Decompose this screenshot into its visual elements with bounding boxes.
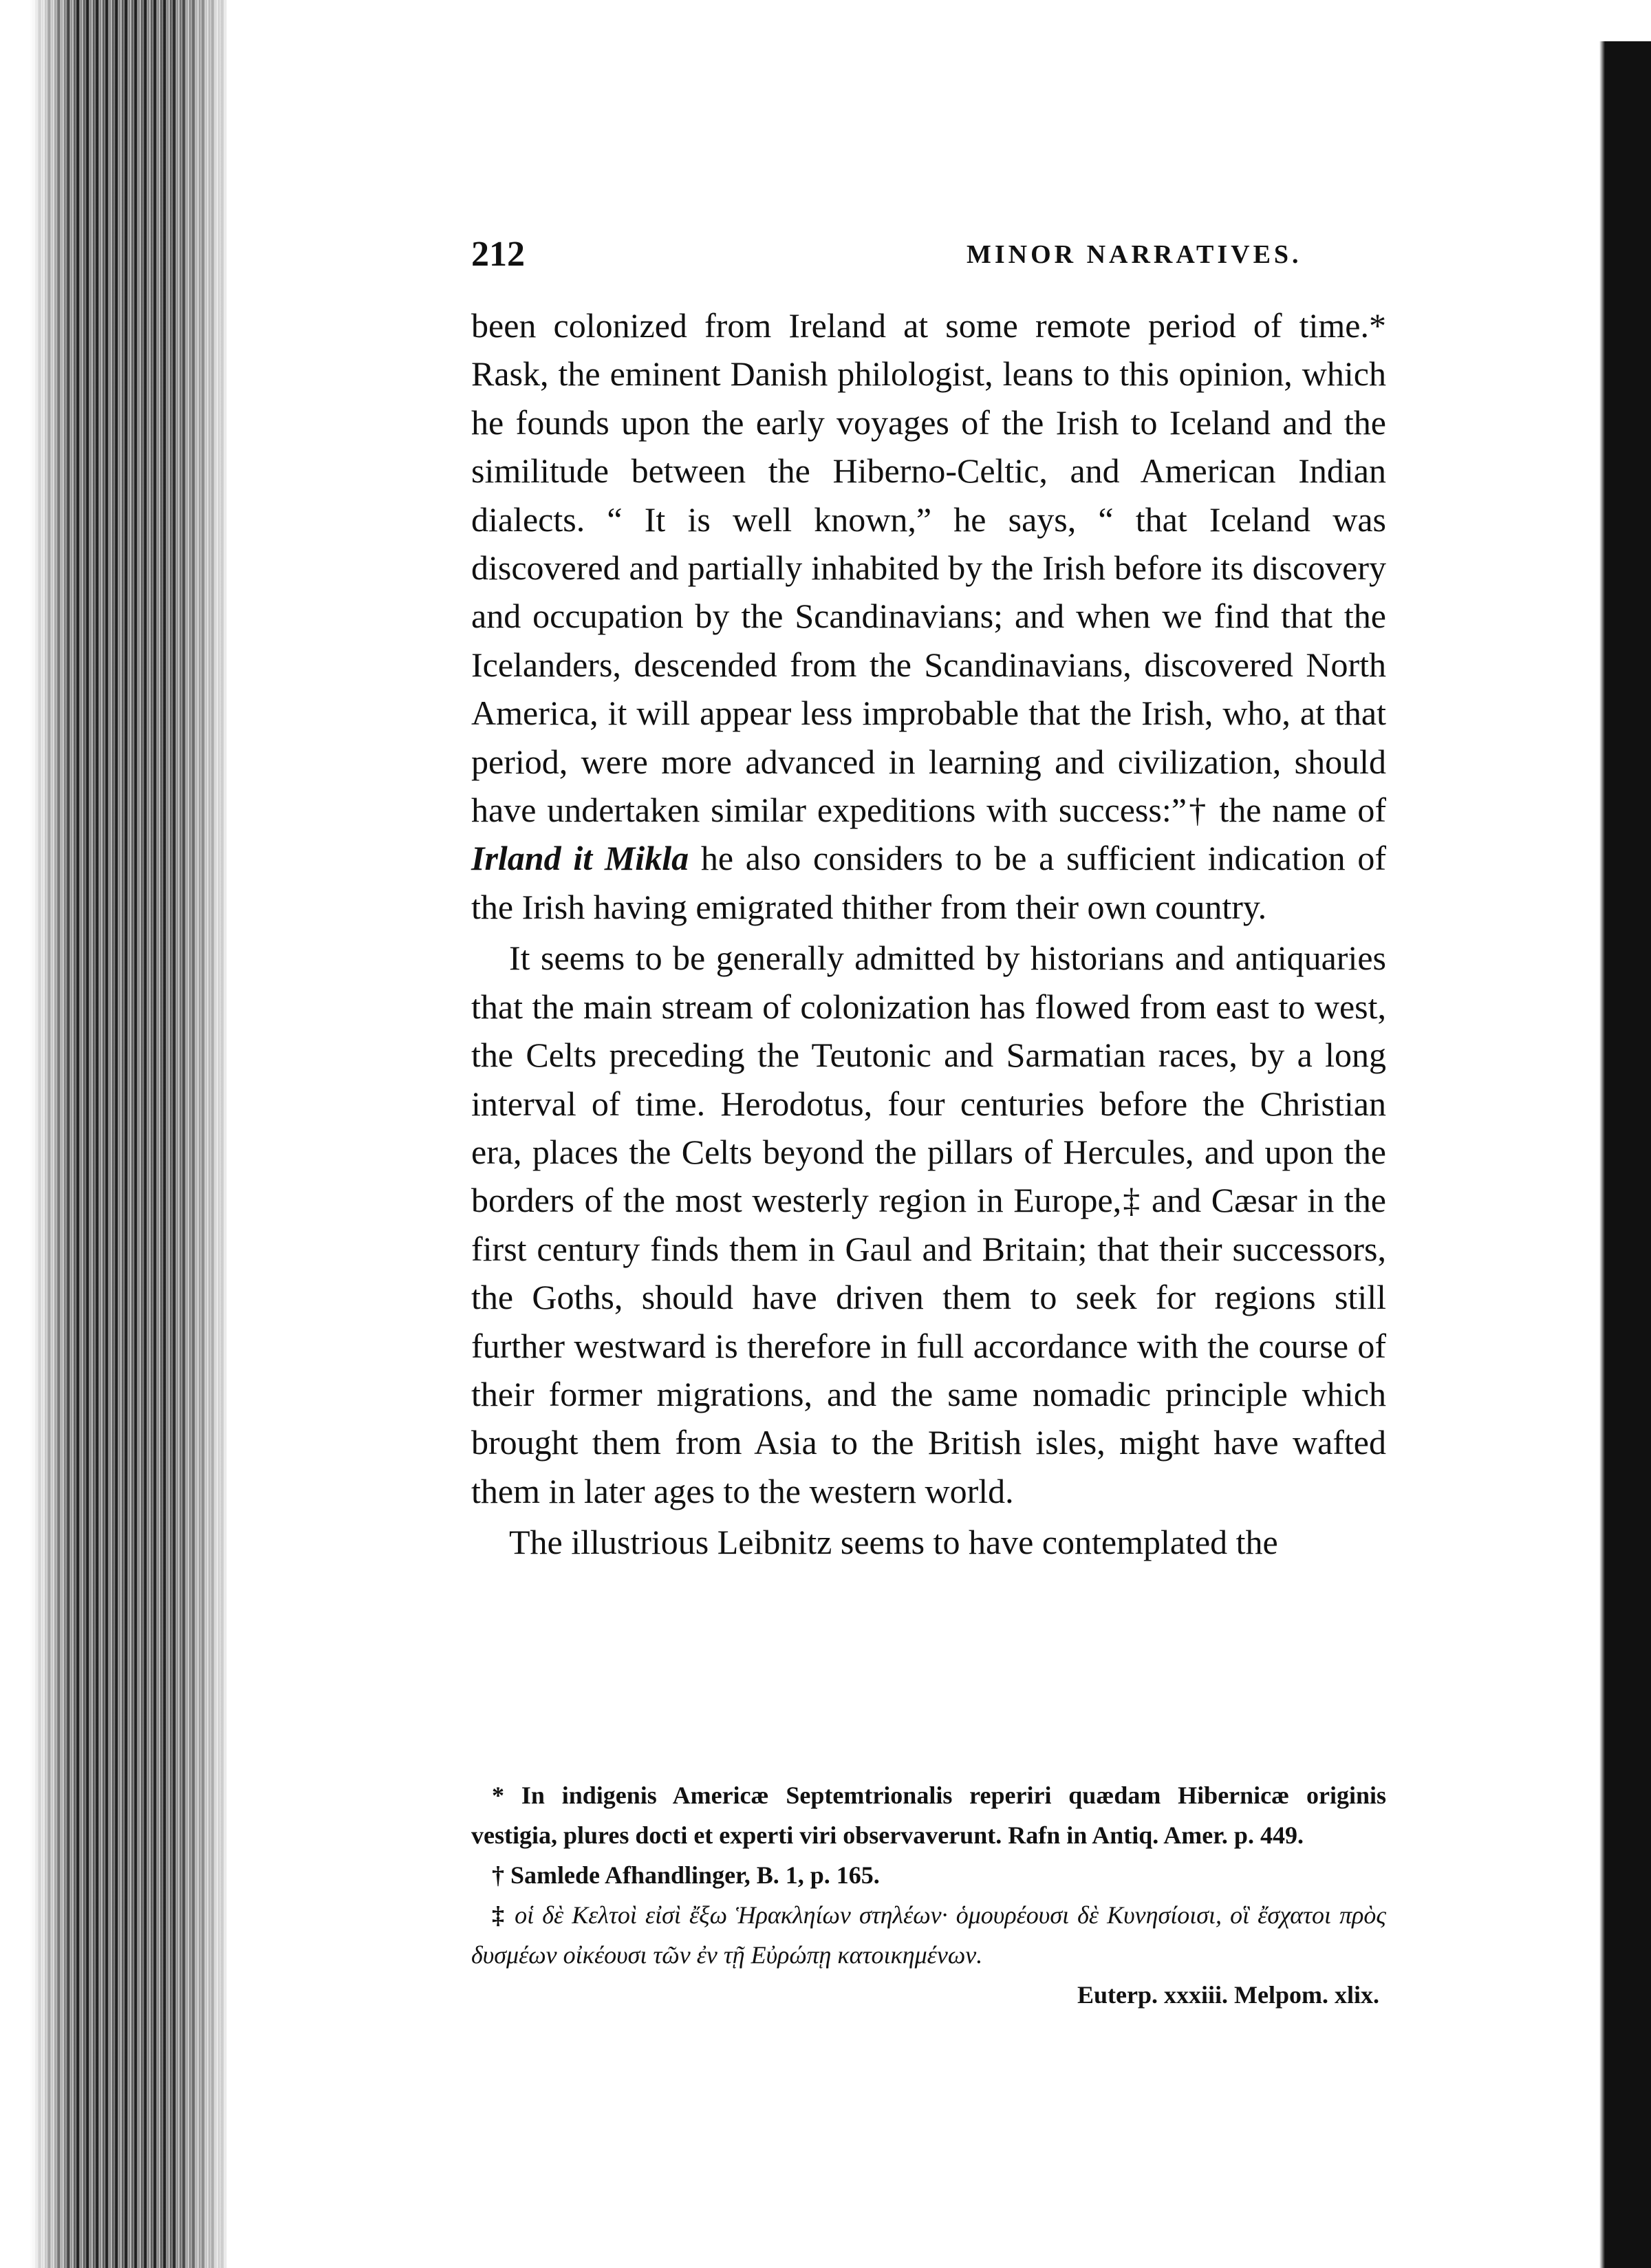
page-header	[471, 227, 1613, 282]
italic-phrase: Irland it Mikla	[471, 839, 689, 878]
facing-page-edge	[1586, 41, 1651, 2268]
footnote-3-mark: ‡	[492, 1901, 515, 1929]
paragraph-2: It seems to be generally admitted by historians and antiquaries that the main stream of colonization has flowed from east to west, the Celts preceding the Teutonic and Sarmatian races, by a long interval of time. Herodotus, four centuries before the Christian era, places the Celts beyond the pillars of Hercules, and upon the borders of the most westerly region in Europe,‡ and Cæsar in the first century finds them in Gaul and Britain; that their successors, the Goths, should have driven them to seek for regions still further westward is therefore in full accordance with the course of their former migrations, and the same nomadic principle which brought them from Asia to the British isles, might have wafted them in later ages to the western world.	[471, 939, 1386, 1510]
page-number: 212	[471, 235, 525, 274]
footnote-3-greek: οἱ δὲ Κελτοὶ εἰσὶ ἔξω Ἡρακληίων στηλέων· ὁμουρέουσι δὲ Κυνησίοισι, οἳ ἔσχατοι πρὸς δυσμέων οἰκέουσι τῶν ἐν τῇ Εὐρώπῃ κατοικημένων.	[471, 1901, 1386, 1969]
paragraph-1-part-b: he also considers to be a sufficient indication of the Irish having emigrated thither from their own country.	[471, 839, 1386, 926]
footnote-1: * In indigenis Americæ Septemtrionalis reperiri quædam Hibernicæ originis vestigia, plures docti et experti viri observaverunt. Rafn in Antiq. Amer. p. 449.	[471, 1782, 1386, 1849]
footnote-3	[471, 1895, 1386, 1975]
paragraph-1	[471, 301, 1386, 931]
fore-edge-fade	[172, 0, 227, 2268]
footnotes	[471, 1775, 1386, 2015]
footnote-2: † Samlede Afhandlinger, B. 1, p. 165.	[492, 1861, 880, 1889]
paragraph-3: The illustrious Leibnitz seems to have contemplated the	[509, 1523, 1278, 1562]
running-head: MINOR NARRATIVES.	[967, 240, 1302, 269]
scan-margin-left	[0, 0, 76, 2268]
paragraph-1-part-a: been colonized from Ireland at some remote period of time.* Rask, the eminent Danish philologist, leans to this opinion, which he founds upon the early voyages of the Irish to Iceland and the similitude between the Hiberno-Celtic, and American Indian dialects. “ It is well known,” he says, “ that Iceland was discovered and partially inhabited by the Irish before its discovery and occupation by the Scandinavians; and when we find that the Icelanders, descended from the Scandinavians, discovered North America, it will appear less improbable that the Irish, who, at that period, were more advanced in learning and civilization, should have undertaken similar expeditions with success:”† the name of	[471, 306, 1386, 830]
body-text	[471, 301, 1386, 1567]
footnote-3-citation: Euterp. xxxiii. Melpom. xlix.	[1077, 1981, 1379, 2009]
